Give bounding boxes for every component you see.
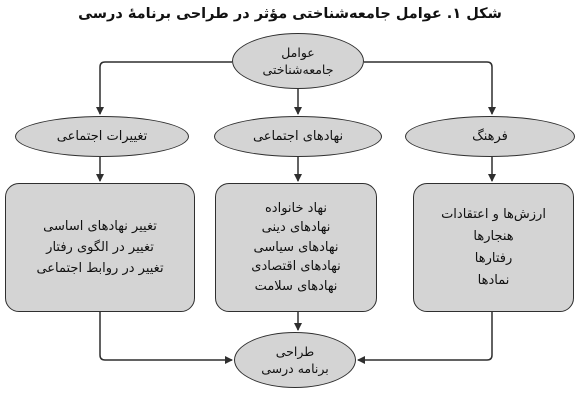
node-middle-label: نهادهای اجتماعی	[252, 129, 344, 144]
node-right-label: فرهنگ	[472, 129, 508, 144]
box-left-item: تغییر در روابط اجتماعی	[36, 261, 164, 276]
box-culture-details	[413, 183, 574, 312]
box-right-item: ارزش‌ها و اعتقادات	[441, 206, 546, 222]
node-culture	[405, 116, 575, 157]
node-bottom-line-2: برنامه درسی	[261, 361, 329, 376]
node-bottom-line-1: طراحی	[275, 344, 315, 359]
node-top-line-1: عوامل	[281, 45, 315, 60]
box-right-item: نمادها	[477, 272, 510, 288]
box-left-item: تغییر نهادهای اساسی	[43, 219, 157, 234]
box-left-item: تغییر در الگوی رفتار	[46, 240, 154, 255]
box-middle-item: نهادهای اقتصادی	[251, 259, 341, 275]
arrow-top-to-right	[364, 62, 492, 114]
arrow-box-right-to-bottom	[358, 312, 492, 360]
box-middle-item: نهادهای سلامت	[254, 278, 338, 294]
node-sociological-factors	[232, 33, 364, 89]
node-social-institutions	[214, 116, 382, 157]
node-curriculum-design	[234, 332, 356, 388]
box-right-item: رفتارها	[474, 250, 513, 266]
box-middle-item: نهاد خانواده	[264, 200, 328, 216]
box-social-institutions-details	[215, 183, 377, 312]
box-social-changes-details	[5, 183, 195, 312]
figure-title: شکل ۱. عوامل جامعه‌شناختی مؤثر در طراحی برنامۀ درسی	[78, 6, 502, 22]
arrow-box-left-to-bottom	[100, 312, 232, 360]
node-top-line-2: جامعه‌شناختی	[262, 62, 334, 77]
box-middle-item: نهادهای سیاسی	[253, 239, 339, 255]
box-right-item: هنجارها	[473, 228, 514, 244]
node-left-label: تغییرات اجتماعی	[56, 129, 148, 144]
node-social-changes	[15, 116, 189, 157]
arrow-top-to-left	[100, 62, 232, 114]
box-middle-item: نهادهای دینی	[261, 220, 331, 236]
